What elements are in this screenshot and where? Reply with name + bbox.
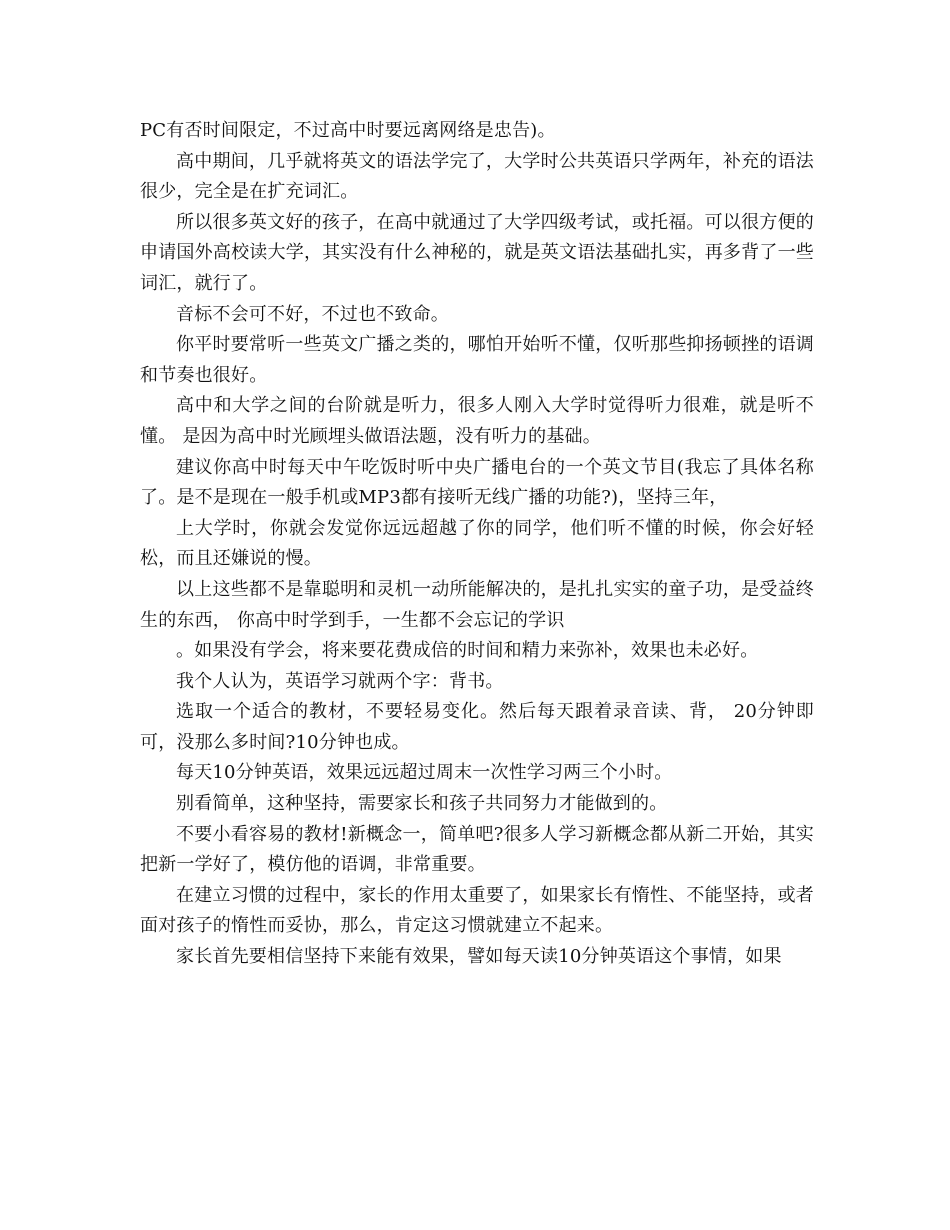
paragraph: 高中和大学之间的台阶就是听力，很多人刚入大学时觉得听力很难，就是听不懂。 是因为高中时光顾埋头做语法题，没有听力的基础。 [140,395,814,447]
paragraph: 别看简单，这种坚持，需要家长和孩子共同努力才能做到的。 [176,793,668,815]
paragraph: 所以很多英文好的孩子，在高中就通过了大学四级考试，或托福。可以很方便的申请国外高校读大学，其实没有什么神秘的，就是英文语法基础扎实，再多背了一些词汇，就行了。 [140,211,814,294]
paragraph: 家长首先要相信坚持下来能有效果，譬如每天读10分钟英语这个事情，如果 [176,946,782,968]
document-body [140,116,814,973]
paragraph: 。如果没有学会，将来要花费成倍的时间和精力来弥补，效果也未必好。 [176,640,759,662]
paragraph: 每天10分钟英语，效果远远超过周末一次性学习两三个小时。 [176,762,673,784]
paragraph: 音标不会可不好，不过也不致命。 [176,303,449,325]
paragraph: 建议你高中时每天中午吃饭时听中央广播电台的一个英文节目(我忘了具体名称了。是不是现在一般手机或MP3都有接听无线广播的功能?)，坚持三年， [140,456,814,509]
paragraph: PC有否时间限定，不过高中时要远离网络是忠告)。 [140,120,556,141]
paragraph: 不要小看容易的教材!新概念一，简单吧?很多人学习新概念都从新二开始，其实把新一学好了，模仿他的语调，非常重要。 [140,823,814,876]
paragraph: 在建立习惯的过程中，家长的作用太重要了，如果家长有惰性、不能坚持，或者面对孩子的惰性而妥协，那么，肯定这习惯就建立不起来。 [140,884,814,937]
paragraph: 以上这些都不是靠聪明和灵机一动所能解决的，是扎扎实实的童子功，是受益终生的东西， 你高中时学到手，一生都不会忘记的学识 [140,578,814,631]
paragraph: 我个人认为，英语学习就两个字：背书。 [176,670,504,692]
paragraph: 高中期间，几乎就将英文的语法学完了，大学时公共英语只学两年，补充的语法很少，完全是在扩充词汇。 [140,150,814,203]
paragraph: 选取一个适合的教材，不要轻易变化。然后每天跟着录音读、背， 20分钟即可，没那么多时间?10分钟也成。 [140,701,814,753]
paragraph: 你平时要常听一些英文广播之类的，哪怕开始听不懂，仅听那些抑扬顿挫的语调和节奏也很好。 [140,334,814,386]
paragraph: 上大学时，你就会发觉你远远超越了你的同学，他们听不懂的时候，你会好轻松，而且还嫌说的慢。 [140,517,814,570]
